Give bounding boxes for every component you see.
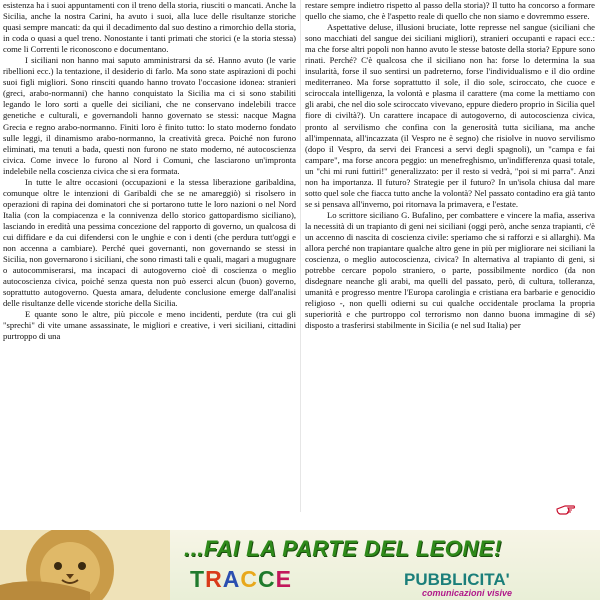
brand-letter: E <box>275 566 292 592</box>
advertisement-tagline: PUBBLICITA' <box>404 570 510 589</box>
brand-letter: A <box>222 566 241 592</box>
column-divider <box>300 0 301 512</box>
brand-logo <box>190 566 292 593</box>
brand-letter: R <box>205 566 223 592</box>
lion-illustration <box>0 530 170 600</box>
article-paragraph: esistenza ha i suoi appuntamenti con il treno della storia, riusciti o mancati. Anche la Sicilia, anche la nostra Carini, ha avuto i suoi, alla luce delle risultanze storiche quasi sempre mancati: da qui il decadimento dal suo destino a rimorchio della storia, in coda o quasi a quel treno. Nonostante i tanti primati che storici (e la storia stessa) come li Correnti le riconoscono e documentano. <box>3 0 296 55</box>
article-right-column <box>305 0 595 512</box>
article-paragraph: In tutte le altre occasioni (occupazioni e la stessa liberazione garibaldina, comunque oltre le intenzioni di Garibaldi che se ne amareggiò) si risolsero in operazioni di rapina dei dominatori che si portarono tutte le loro nazioni o nel Nord Italia (con la compiacenza e la connivenza dello storico gattopardismo siciliano), lasciando in eredità una pessima concezione del rapporto di governo, un qualcosa di cui diffidare e da cui difendersi con le unghie e con i denti (che perdura tutt'oggi e non accenna a cambiare). Perché quei governanti, non governando se stessi in Sicilia, non governarono i siciliani, che sono rimasti tali e quali, magari a mugugnare o autocommiserarsi, ma incapaci di autogoverno cioè di coscienza o meglio autocoscienza civica, poiché senza questa non può esserci alcun (buon) governo, soprattutto autogoverno. Questa amara, deludente conclusione emerge dall'analisi delle risultanze delle vicende storiche della Sicilia. <box>3 176 296 309</box>
advertisement-slogan: ...FAI LA PARTE DEL LEONE! <box>184 536 502 561</box>
article-left-column <box>3 0 296 512</box>
brand-letter: C <box>240 566 258 592</box>
advertisement-banner[interactable] <box>0 530 600 600</box>
advertisement-text-area <box>170 530 600 600</box>
article-paragraph: I siciliani non hanno mai saputo amministrarsi da sé. Hanno avuto (le varie ribellioni ecc.) la tentazione, il desiderio di farlo. Ma sono state aspirazioni di pochi suoi figli migliori. Sono rinsciti quando hanno trovato l'occasione idonea: stranieri (greci, arabo-normanni) che hanno conquistato la Sicilia ma ci si sono stabiliti legando le loro sorti a quelle dei siciliani, che ne conservano indelebili tracce genetiche e culturali, e governandoli hanno governato se stessi: nacque Magna Grecia e regno arabo-normanno. Finiti loro è finito tutto: lo stato moderno fondato sulle leggi, il dinamismo arabo-normanno, la creatività greca. Poiché non furono eliminati, ma tenuti a bada, questi non furono ne stato moderno, né autocoscienza civica. Come invece lo furono al Nord i Comuni, che lasciarono un'impronta indelebile nella coscienza civica che si era formata. <box>3 55 296 176</box>
article-paragraph: E quante sono le altre, più piccole e meno incidenti, perdute (tra cui gli "sprechi" di vite umane assassinate, le migliori e creative, i veri siciliani, cittadini purtroppo di una <box>3 309 296 342</box>
advertisement-subtagline: comunicazioni visive <box>422 588 513 598</box>
article-paragraph: restare sempre indietro rispetto al passo della storia)? Il tutto ha concorso a formare quello che siamo, che è l'aspetto reale di quello che non siamo e dovremmo essere. <box>305 0 595 22</box>
article-paragraph: Lo scrittore siciliano G. Bufalino, per combattere e vincere la mafia, asseriva la necessità di un trapianto di geni nei siciliani (oggi però, anche senza trapianti, c'è un accenno di nascita di coscienza civile: speriamo che si rafforzi e si allarghi). Ma allora perché non trapiantare qualche altro gene in più per migliorare nei siciliani la coscienza, o meglio autocoscienza, civica? In alternativa al trapianto di geni, si potrebbe cercare popolo straniero, o parte, possibilmente nordico (da non disdegnare neanche gli arabi, ma quelli del passato, però, di cultura, tolleranza, umanità e progresso mentre l'Europa carolingia e cristiana era barbarie e genocidio religioso -, non quelli odierni su cui qualche occidentale proclama la propria superiorità e che purtroppo col terrorismo non danno buona immagine di sé) disposto a trasferirsi stabilmente in Sicilia (e nel sud Italia) per <box>305 209 595 331</box>
article-paragraph: Aspettative deluse, illusioni bruciate, lotte represse nel sangue (siciliani che sono macchiati del sangue dei siciliani migliori), stranieri occupanti e rapaci ecc.: ma che forse altri popoli non hanno avuto le stesse batoste della storia? Eppure sono rinati. Perché? C'è qualcosa che il siciliano non ha: forse lo determina la sua insularità, forse il suo sentirsi un padreterno, forse l'individualismo e il dio ordine mediterraneo. Ma forse soprattutto il sole, il dio sole, sciroccato, che cuoce e sciroccala intelligenza, la volontà e plasma il carattere (ma come la mettiamo con gli arabi, che nel dio sole sciroccato vivevano, eppure diedero proprio in Sicilia quel fiore di civiltà?). Un carattere incapace di autogoverno, di autocoscienza civica, pronto al servilismo che confina con la generosità tutta siciliana, ma anche all'impennata, all'incazzata (il Vespro ne è segno) che risiolve in nuovo servilismo (dopo il Vespro, da servi dei Francesi a servi degli spagnoli), un "campa e fai campare", ma forse ancora peggio: un menefreghismo, un'indifferenza quasi totale, un "chi mi runi futtiri!" generalizzato: per il resto si vedrà, "poi si mi parra". Anzi non ha importanza. Il futuro? Strategie per il futuro? In un'isola chiusa dal mare sotto quel sole che fiacca tutto anche la volontà? Nel passato contadino era già tanto se si pensava all'inverno, poi ritornava la primavera, e l'estate. <box>305 22 595 209</box>
brand-letter: C <box>257 566 276 592</box>
pointing-hand-icon <box>556 502 576 516</box>
brand-letter: T <box>190 566 206 592</box>
